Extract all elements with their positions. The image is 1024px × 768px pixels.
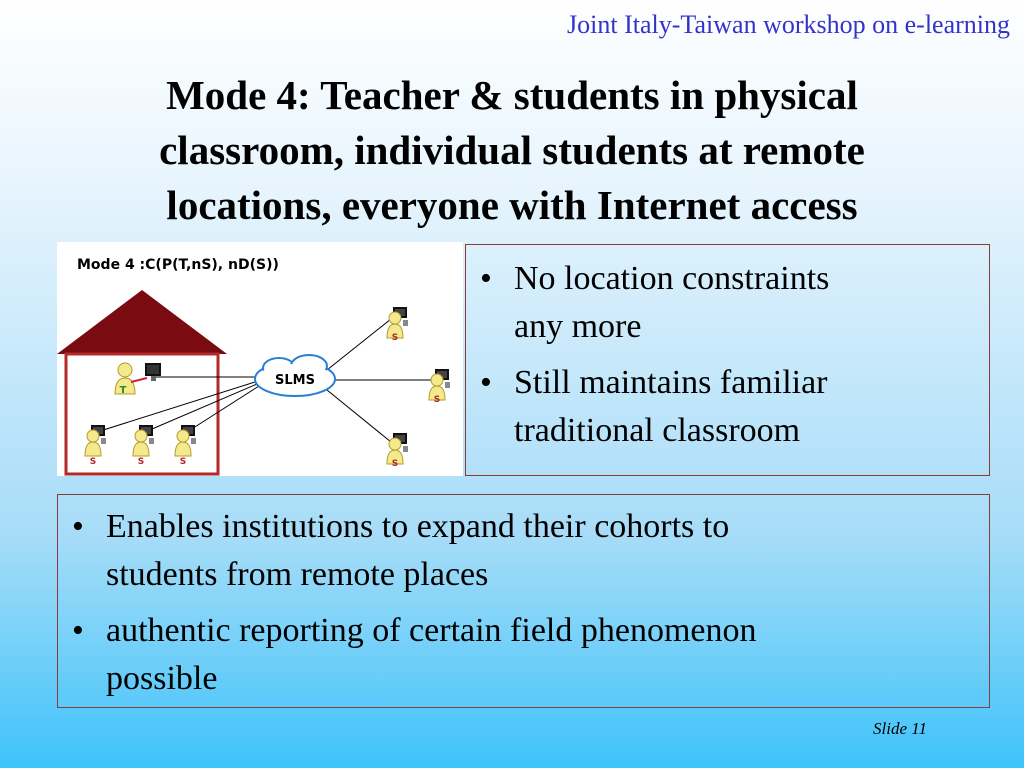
bullet-text — [106, 503, 981, 599]
bullet-line: traditional classroom — [514, 412, 801, 449]
student-label: S — [179, 457, 187, 467]
bullet-item — [72, 607, 981, 703]
bullet-line: students from remote places — [106, 556, 489, 593]
bullet-text — [514, 359, 981, 455]
slide-number: Slide 11 — [873, 719, 927, 738]
student-label: S — [137, 457, 145, 467]
bullet-line: Enables institutions to expand their cohorts to — [106, 508, 730, 545]
bullet-line: No location constraints — [514, 260, 830, 297]
benefits-box — [465, 244, 990, 476]
bullet-line: Still maintains familiar — [514, 364, 828, 401]
student-label: S — [89, 457, 97, 467]
title-line: locations, everyone with Internet access — [166, 182, 858, 228]
title-line: Mode 4: Teacher & students in physical — [166, 72, 858, 118]
outcomes-box — [57, 494, 990, 708]
bullet-item — [72, 503, 981, 599]
workshop-header: Joint Italy-Taiwan workshop on e-learning — [567, 10, 1010, 39]
title-line: classroom, individual students at remote — [159, 127, 865, 173]
house-roof — [57, 290, 227, 354]
mode4-diagram — [57, 242, 463, 476]
bullet-line: authentic reporting of certain field phenomenon — [106, 612, 757, 649]
student-label: S — [391, 459, 399, 469]
bullet-dot: • — [72, 612, 84, 649]
bullet-text — [514, 255, 981, 351]
student-label: S — [391, 333, 399, 343]
bullet-dot: • — [480, 260, 492, 297]
bullet-line: any more — [514, 308, 642, 345]
bullet-item — [480, 255, 981, 351]
bullet-line: possible — [106, 660, 218, 697]
diagram-caption: Mode 4 :C(P(T,nS), nD(S)) — [77, 257, 279, 273]
slide-title — [40, 68, 984, 233]
bullet-item — [480, 359, 981, 455]
bullet-text — [106, 607, 981, 703]
bullet-dot: • — [480, 364, 492, 401]
bullet-dot: • — [72, 508, 84, 545]
slms-label: SLMS — [275, 373, 315, 388]
student-label: S — [433, 395, 441, 405]
teacher-label: T — [119, 385, 127, 396]
